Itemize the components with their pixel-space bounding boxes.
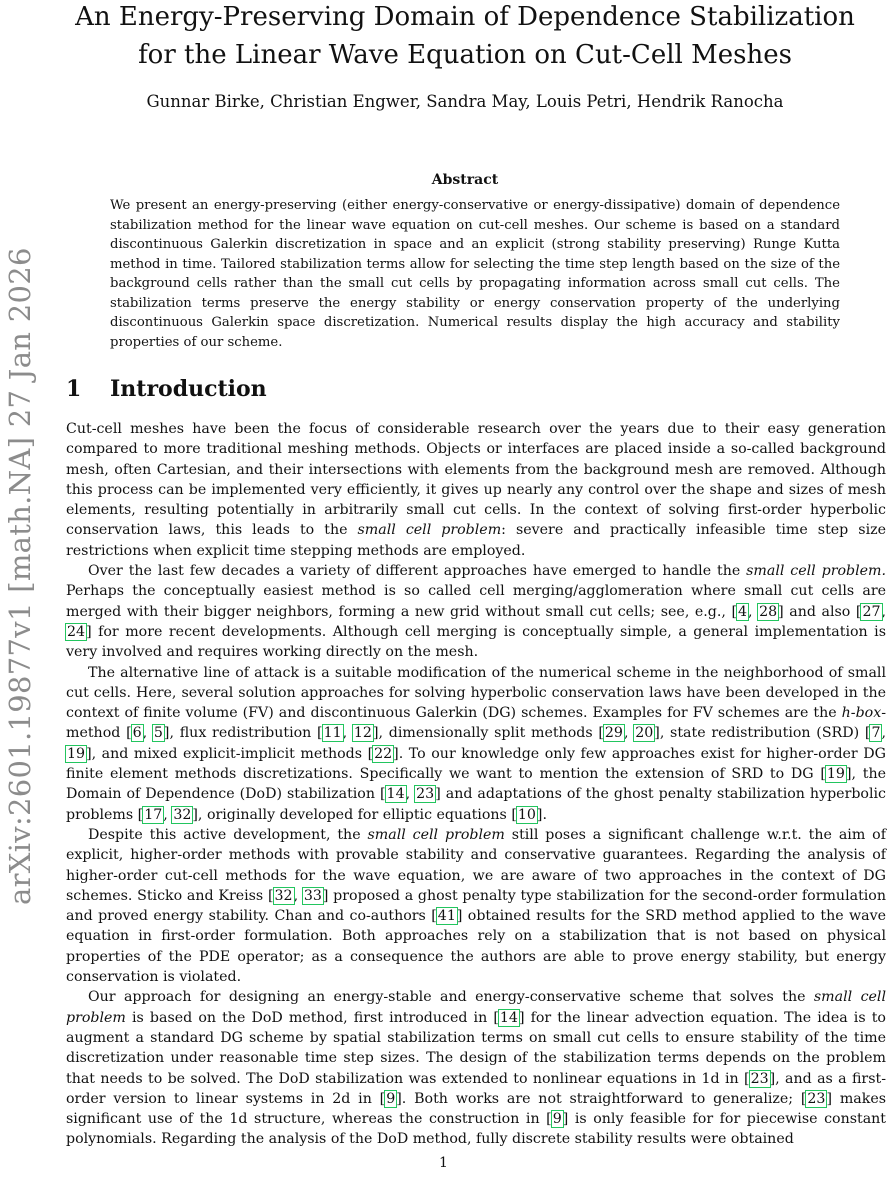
text: , and mixed explicit-implicit methods (91, 745, 368, 762)
text: Our approach for designing an energy-stable and energy-conservative scheme that solves the (88, 989, 814, 1006)
citation-link[interactable]: 33 (303, 887, 322, 904)
section-heading (66, 376, 267, 402)
text: -method (66, 705, 886, 742)
citation-link[interactable]: 17 (144, 806, 163, 823)
text: and also (783, 603, 856, 620)
citation-link[interactable]: 22 (374, 745, 393, 762)
citation-link[interactable]: 20 (635, 725, 654, 742)
paragraph-3: The alternative line of attack is a suitable modification of the numerical scheme in the neighborhood of small cut cells. Here, several solution approaches for solving hyperbolic conservation laws have been developed in the context of finite volume (FV) and discontinuous Galerkin (DG) schemes. Examples for FV schemes are the h-box-method [6, 5], flux redistribution [11, 12], dimensionally split methods [29, 20], state redistribution (SRD) [7, 19], and mixed explicit-implicit methods [22]. To our knowledge only few approaches exist for higher-order DG finite element methods discretizations. Specifically we want to mention the extension of SRD to DG [19], the Domain of Dependence (DoD) stabilization [14, 23] and adaptations of the ghost penalty stabilization hyperbolic problems [17, 32], originally developed for elliptic equations [10]. (66, 664, 886, 823)
citation-link[interactable]: 9 (386, 1090, 396, 1107)
emphasis: small cell problem (66, 989, 886, 1026)
text: Over the last few decades a variety of different approaches have emerged to handle the (88, 563, 747, 580)
text: makes significant use of the 1d structure, whereas the construction in (66, 1090, 887, 1128)
text: Perhaps the conceptually easiest method is so called cell merging/agglomeration where small cut cells are merged with their bigger neighbors, forming a new grid without small cut cells; see, e.g., (66, 583, 886, 620)
emphasis: small cell problem (367, 826, 505, 843)
text: still poses a significant challenge w.r.t. the aim of explicit, higher-order methods with provable stability and conservative guarantees. Regarding the analysis of higher-order cut-cell methods for the wave equation, we are aware of two approaches in the context of DG schemes. Sticko and Kreiss (66, 826, 886, 904)
paragraph-4: Despite this active development, the small cell problem still poses a significant challenge w.r.t. the aim of explicit, higher-order methods with provable stability and conservative guarantees. Regarding the analysis of higher-order cut-cell methods for the wave equation, we are aware of two approaches in the context of DG schemes. Sticko and Kreiss [32, 33] proposed a ghost penalty type stabilization for the second-order formulation and proved energy stability. Chan and co-authors [41] obtained results for the SRD method applied to the wave equation in first-order formulation. Both approaches rely on a stabilization that is not based on physical properties of the PDE operator; as a consequence the authors are able to prove energy stability, but energy conservation is violated. (66, 826, 887, 986)
citation-link[interactable]: 32 (173, 806, 192, 823)
text: , originally developed for elliptic equations (197, 806, 512, 823)
citation-link[interactable]: 14 (499, 1009, 518, 1026)
text: . Both works are not straightforward to generalize; (401, 1090, 801, 1107)
citation-link[interactable]: 11 (323, 725, 342, 742)
section-title: Introduction (110, 376, 267, 402)
paragraph-1 (66, 419, 886, 561)
citation-link[interactable]: 41 (437, 908, 456, 925)
citation-link[interactable]: 19 (826, 766, 845, 783)
citation-link[interactable]: 14 (386, 786, 405, 803)
text: is based on the DoD method, first introduced in (125, 1009, 494, 1026)
citation-link[interactable]: 32 (274, 887, 293, 904)
abstract-heading: Abstract (431, 172, 499, 188)
citation-link[interactable]: 6 (132, 725, 142, 742)
text: The alternative line of attack is a suitable modification of the numerical scheme in the neighborhood of small cut cells. Here, several solution approaches for solving hyperbolic conservation laws have been developed in the context of finite volume (FV) and discontinuous Galerkin (DG) schemes. Examples for FV schemes are the (66, 664, 886, 722)
citation-link[interactable]: 24 (67, 623, 86, 640)
text: , dimensionally split methods (378, 725, 599, 742)
citation-link[interactable]: 23 (416, 786, 435, 803)
citation-link[interactable]: 23 (807, 1090, 826, 1107)
citation-link[interactable]: 7 (871, 725, 881, 742)
paper-title: An Energy-Preserving Domain of Dependence Stabilization for the Linear Wave Equation on Cut-Cell Meshes (75, 2, 855, 70)
text: is only feasible for for piecewise constant polynomials. Regarding the analysis of the DoD method, fully discrete stability results were obtained (66, 1111, 886, 1148)
author-list: Gunnar Birke, Christian Engwer, Sandra May, Louis Petri, Hendrik Ranocha (146, 92, 784, 111)
body-text (66, 419, 886, 1150)
text: and adaptations of the ghost penalty stabilization hyperbolic problems (66, 786, 886, 823)
text: , state redistribution (SRD) (659, 725, 865, 742)
emphasis: small cell problem (357, 522, 502, 539)
text: Cut-cell meshes have been the focus of considerable research over the years due to their easy generation compared to more traditional meshing methods. Objects or interfaces are placed inside a so-called background mesh, often Cartesian, and their intersections with elements from the background mesh are removed. Although this process can be implemented very efficiently, it gives up nearly any control over the shape and sizes of mesh elements, resulting potentially in arbitrarily small cut cells. In the context of solving first-order hyperbolic conservation laws, this leads to the (66, 421, 886, 539)
text: for the linear advection equation. The idea is to augment a standard DG scheme by spatial stabilization terms on small cut cells to ensure stability of the time discretization under reasonable time step sizes. The design of the stabilization terms depends on the problem that needs to be solved. The DoD stabilization was extended to nonlinear equations in 1d in (66, 1009, 886, 1087)
text: proposed a ghost penalty type stabilization for the second-order formulation and proved energy stability. Chan and co-authors (66, 887, 886, 925)
citation-link[interactable]: 12 (353, 725, 372, 742)
paragraph-5: Our approach for designing an energy-stable and energy-conservative scheme that solves the small cell problem is based on the DoD method, first introduced in [14] for the linear advection equation. The idea is to augment a standard DG scheme by spatial stabilization terms on small cut cells to ensure stability of the time discretization under reasonable time step sizes. The design of the stabilization terms depends on the problem that needs to be solved. The DoD stabilization was extended to nonlinear equations in 1d in [23], and as a first-order version to linear systems in 2d in [9]. Both works are not straightforward to generalize; [23] makes significant use of the 1d structure, whereas the construction in [9] is only feasible for for piecewise constant polynomials. Regarding the analysis of the DoD method, fully discrete stability results were obtained (66, 989, 887, 1148)
arxiv-identifier: arXiv:2601.19877v1 [math.NA] 27 Jan 2026 (3, 247, 37, 905)
citation-link[interactable]: 9 (552, 1111, 562, 1128)
citation-link[interactable]: 19 (67, 745, 86, 762)
page-number: 1 (439, 1155, 448, 1171)
text: , (748, 603, 759, 620)
emphasis: h-box (841, 705, 882, 722)
citation-link[interactable]: 29 (604, 725, 623, 742)
text: , and as a first-order version to linear systems in 2d in (66, 1070, 886, 1107)
text: for more recent developments. Although cell merging is conceptually simple, a general implementation is very involved and requires working directly on the mesh. (66, 623, 886, 661)
citation-link[interactable]: 28 (759, 603, 778, 620)
citation-link[interactable]: 27 (862, 603, 881, 620)
text: , flux redistribution (169, 725, 318, 742)
citation-link[interactable]: 5 (153, 725, 163, 742)
text: obtained results for the SRD method applied to the wave equation in first-order formulation. Both approaches rely on a stabilization that is not based on physical properties of the PDE operator; as a consequence the authors are able to prove energy stability, but energy conservation is violated. (66, 908, 887, 986)
paragraph-2: Over the last few decades a variety of different approaches have emerged to handle the small cell problem. Perhaps the conceptually easiest method is so called cell merging/agglomeration where small cut cells are merged with their bigger neighbors, forming a new grid without small cut cells; see, e.g., [4, 28] and also [27, 24] for more recent developments. Although cell merging is conceptually simple, a general implementation is very involved and requires working directly on the mesh. (66, 563, 887, 661)
text: . To our knowledge only few approaches exist for higher-order DG finite element methods discretizations. Specifically we want to mention the extension of SRD to DG (66, 745, 886, 783)
citation-link[interactable]: 23 (750, 1070, 769, 1087)
text: , (881, 603, 887, 620)
section-number: 1 (66, 376, 82, 402)
citation-link[interactable]: 10 (517, 806, 536, 823)
text: , the Domain of Dependence (DoD) stabilization (66, 766, 886, 803)
text: . (542, 806, 547, 823)
text: Despite this active development, the (88, 826, 368, 843)
abstract-text: We present an energy-preserving (either energy-conservative or energy-dissipative) domain of dependence stabilization method for the linear wave equation on cut-cell meshes. Our scheme is based on a standard discontinuous Galerkin discretization in space and an explicit (strong stability preserving) Runge Kutta method in time. Tailored stabilization terms allow for selecting the time step length based on the size of the background cells rather than the small cut cells by propagating information across small cut cells. The stabilization terms preserve the energy stability or energy conservation property of the underlying discontinuous Galerkin space discretization. Numerical results display the high accuracy and stability properties of our scheme. (110, 198, 840, 350)
text: : severe and practically infeasible time step size restrictions when explicit time stepping methods are employed. (66, 522, 886, 559)
emphasis: small cell problem. (746, 563, 886, 580)
citation-link[interactable]: 4 (738, 603, 748, 620)
